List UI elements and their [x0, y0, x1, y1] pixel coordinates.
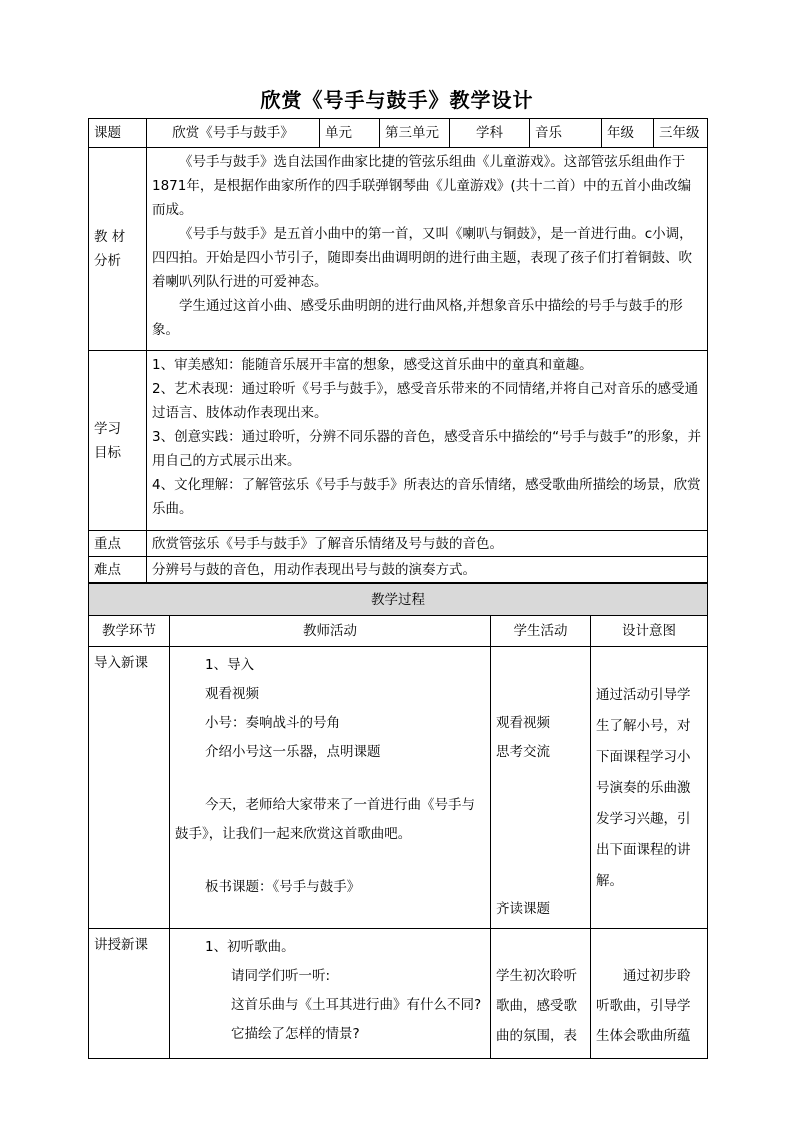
- col-intent-header: 设计意图: [591, 616, 708, 647]
- analysis-row: [89, 148, 708, 351]
- objective-item: 3、创意实践：通过聆听，分辨不同乐器的音色，感受音乐中描绘的“号手与鼓手”的形象，并用自己的方式展示出来。: [152, 429, 702, 469]
- subject-value: 音乐: [530, 119, 602, 148]
- objectives-row: [89, 351, 708, 531]
- objectives-label-line: 学习: [94, 420, 121, 437]
- teacher-line: 1、导入: [205, 657, 255, 673]
- key-point-value: 欣赏管弦乐《号手与鼓手》了解音乐情绪及号与鼓的音色。: [147, 531, 708, 557]
- student-line: 齐读课题: [496, 901, 550, 917]
- analysis-label: [89, 148, 147, 351]
- analysis-paragraph: 学生通过这首小曲、感受乐曲明朗的进行曲风格,并想象音乐中描绘的号手与鼓手的形象。: [152, 298, 683, 338]
- header-row: [89, 119, 708, 148]
- objective-item: 2、艺术表现：通过聆听《号手与鼓手》，感受音乐带来的不同情绪,并将自己对音乐的感受通过语言、肢体动作表现出来。: [152, 381, 699, 421]
- teacher-line: 请同学们听一听:: [231, 968, 331, 984]
- page-title: 欣赏《号手与鼓手》教学设计: [260, 88, 534, 112]
- student-cell: [491, 647, 591, 929]
- subject-label: 学科: [450, 119, 530, 148]
- intent-cell: [591, 647, 708, 929]
- info-table: [88, 118, 708, 583]
- unit-value: 第三单元: [380, 119, 450, 148]
- objectives-label-line: 目标: [94, 444, 121, 461]
- intent-cell: [591, 929, 708, 1059]
- teacher-line: 1、初听歌曲。: [205, 939, 295, 955]
- key-point-row: [89, 531, 708, 557]
- analysis-label-line: 分析: [94, 253, 121, 269]
- col-stage-header: 教学环节: [89, 616, 170, 647]
- student-line: 观看视频: [496, 715, 550, 731]
- intent-text: 通过初步聆听歌曲，引导学生体会歌曲所蕴: [596, 968, 691, 1044]
- process-row-intro: [89, 647, 708, 929]
- analysis-content: [147, 148, 708, 351]
- spacer: [496, 651, 585, 709]
- spacer: [175, 849, 485, 873]
- col-student-header: 学生活动: [491, 616, 591, 647]
- teacher-cell: [170, 929, 491, 1059]
- topic-label: 课题: [89, 119, 147, 148]
- teacher-line: 观看视频: [205, 686, 259, 702]
- stage-cell: 导入新课: [89, 647, 170, 929]
- student-cell: [491, 929, 591, 1059]
- objectives-label: [89, 351, 147, 531]
- student-line: 思考交流: [496, 744, 550, 760]
- objectives-content: [147, 351, 708, 531]
- process-header-row: [89, 616, 708, 647]
- analysis-paragraph: 《号手与鼓手》选自法国作曲家比捷的管弦乐组曲《儿童游戏》。这部管弦乐组曲作于1871年，是根据作曲家所作的四手联弹钢琴曲《儿童游戏》(共十二首）中的五首小曲改编而成。: [152, 154, 692, 218]
- spacer: [496, 767, 585, 895]
- topic-value: 欣赏《号手与鼓手》: [147, 119, 320, 148]
- teacher-line: 小号：奏响战斗的号角: [205, 715, 340, 731]
- process-section-title: 教学过程: [89, 584, 708, 616]
- difficulty-row: [89, 557, 708, 583]
- col-teacher-header: 教师活动: [170, 616, 491, 647]
- unit-label: 单元: [320, 119, 380, 148]
- objective-item: 1、审美感知：能随音乐展开丰富的想象，感受这首乐曲中的童真和童趣。: [152, 357, 593, 373]
- analysis-label-line: 教 材: [94, 229, 126, 245]
- grade-value: 三年级: [654, 119, 708, 148]
- grade-label: 年级: [602, 119, 654, 148]
- key-point-label: 重点: [89, 531, 147, 557]
- teacher-cell: [170, 647, 491, 929]
- stage-cell: 讲授新课: [89, 929, 170, 1059]
- objective-item: 4、文化理解：了解管弦乐《号手与鼓手》所表达的音乐情绪，感受歌曲所描绘的场景，欣赏乐曲。: [152, 477, 701, 517]
- student-text: 学生初次聆听歌曲，感受歌曲的氛围，表: [496, 968, 577, 1044]
- process-row-teaching: [89, 929, 708, 1059]
- teacher-line: 它描绘了怎样的情景?: [231, 1026, 360, 1042]
- difficulty-label: 难点: [89, 557, 147, 583]
- analysis-paragraph: 《号手与鼓手》是五首小曲中的第一首，又叫《喇叭与铜鼓》，是一首进行曲。c小调，四四拍。开始是四小节引子，随即奏出曲调明朗的进行曲主题，表现了孩子们打着铜鼓、吹着喇叭列队行进的可爱神态。: [152, 226, 693, 290]
- process-table: [88, 583, 708, 1059]
- teacher-line: 介绍小号这一乐器，点明课题: [205, 744, 381, 760]
- teacher-line: 今天，老师给大家带来了一首进行曲《号手与: [205, 797, 475, 813]
- spacer: [175, 767, 485, 791]
- teacher-line: 鼓手》，让我们一起来欣赏这首歌曲吧。: [175, 826, 412, 842]
- teacher-line: 这首乐曲与《土耳其进行曲》有什么不同?: [231, 997, 482, 1013]
- intent-text: 通过活动引导学生了解小号，对下面课程学习小号演奏的乐曲激发学习兴趣，引出下面课程的讲解。: [596, 687, 691, 889]
- teacher-line: 板书课题：《号手与鼓手》: [205, 879, 361, 895]
- difficulty-value: 分辨号与鼓的音色，用动作表现出号与鼓的演奏方式。: [147, 557, 708, 583]
